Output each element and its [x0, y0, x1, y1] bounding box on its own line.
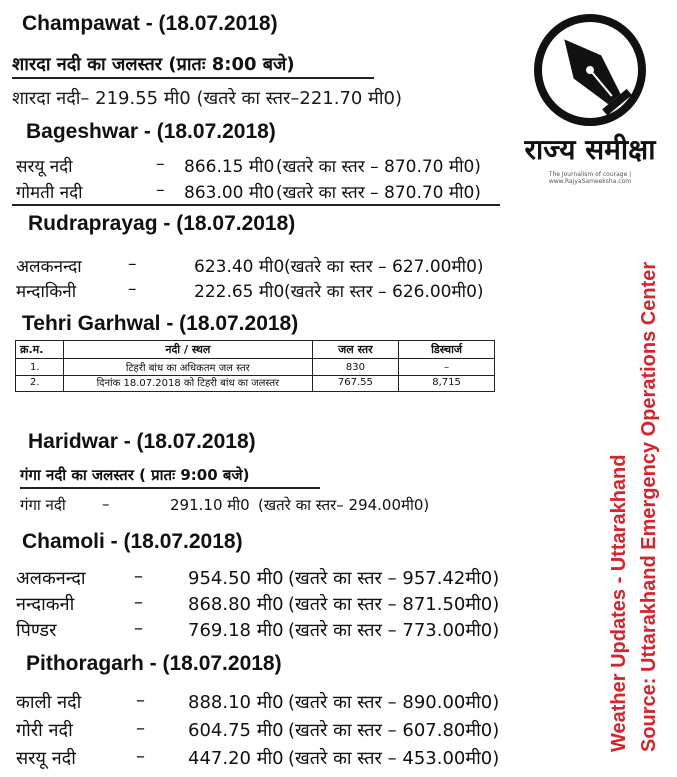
river-row [16, 592, 536, 614]
river-level: 604.75 मी0 [188, 720, 284, 741]
dash: – [134, 592, 143, 613]
table-row [16, 359, 495, 376]
table-cell: 767.55 [312, 376, 399, 392]
danger-level: (खतरे का स्तर – 607.80मी0) [288, 720, 500, 741]
river-level: 222.65 मी0 [194, 282, 285, 302]
river-row [16, 566, 536, 588]
header-cell: नदी / स्थल [64, 341, 313, 359]
pithoragarh-heading: Pithoragarh - (18.07.2018) [26, 652, 282, 675]
haridwar-subheading: गंगा नदी का जलस्तर ( प्रातः 9:00 बजे) [20, 466, 250, 484]
river-name: सरयू नदी [16, 157, 73, 177]
table-cell: टिहरी बांध का अधिकतम जल स्तर [64, 359, 313, 376]
danger-level: (खतरे का स्तर – 957.42मी0) [288, 568, 500, 589]
underline [20, 487, 320, 489]
river-row [16, 180, 506, 202]
danger-level: (खतरे का स्तर – 890.00मी0) [288, 692, 500, 713]
river-level: 291.10 मी0 [170, 496, 250, 514]
pen-nib-icon [510, 12, 670, 130]
river-row [16, 254, 506, 276]
dash: – [134, 566, 143, 587]
danger-level: (खतरे का स्तर – 870.70 मी0) [276, 183, 481, 203]
logo-tagline: The Journalism of courage | www.RajyaSameeksha.com [548, 171, 632, 185]
underline [12, 77, 374, 79]
river-row [20, 495, 500, 517]
river-name: मन्दाकिनी [16, 282, 77, 302]
dash: – [134, 618, 143, 639]
river-level: 888.10 मी0 [188, 692, 284, 713]
table-cell: 1. [16, 359, 64, 376]
river-row [16, 718, 536, 740]
river-name: पिण्डर [16, 620, 57, 641]
river-name: गोमती नदी [16, 183, 83, 203]
river-name: गंगा नदी [20, 496, 66, 514]
champawat-subheading: शारदा नदी का जलस्तर (प्रातः 8:00 बजे) [12, 54, 295, 75]
header-cell: डिस्चार्ज [399, 341, 495, 359]
river-name: अलकनन्दा [16, 257, 82, 277]
river-level: 863.00 मी0 [184, 183, 275, 203]
table-header-row [16, 341, 495, 359]
danger-level: (खतरे का स्तर – 453.00मी0) [288, 748, 500, 769]
dash: – [136, 718, 145, 739]
dash: – [136, 746, 145, 767]
dash: – [156, 180, 165, 200]
bageshwar-heading: Bageshwar - (18.07.2018) [26, 120, 276, 143]
dash: – [136, 690, 145, 711]
tehri-table [15, 340, 495, 392]
danger-level: (खतरे का स्तर – 870.70 मी0) [276, 157, 481, 177]
dash: – [102, 495, 110, 513]
dash: – [156, 154, 165, 174]
rajya-sameeksha-logo [510, 12, 670, 185]
dash: – [128, 279, 137, 299]
chamoli-heading: Chamoli - (18.07.2018) [22, 530, 243, 553]
river-name: सरयू नदी [16, 748, 76, 769]
header-cell: क्र.म. [16, 341, 64, 359]
river-row [16, 154, 506, 176]
table-cell: – [399, 359, 495, 376]
river-level: 623.40 मी0 [194, 257, 285, 277]
danger-level: (खतरे का स्तर – 627.00मी0) [284, 257, 484, 277]
river-row [16, 279, 506, 301]
river-row [16, 690, 536, 712]
table-row [16, 376, 495, 392]
champawat-line: शारदा नदी– 219.55 मी0 (खतरे का स्तर–221.70 मी0) [12, 88, 402, 109]
header-cell: जल स्तर [312, 341, 399, 359]
haridwar-heading: Haridwar - (18.07.2018) [28, 430, 256, 453]
rudraprayag-heading: Rudraprayag - (18.07.2018) [28, 212, 296, 235]
river-name: काली नदी [16, 692, 82, 713]
river-level: 954.50 मी0 [188, 568, 284, 589]
section-divider [12, 204, 500, 206]
table-cell: दिनांक 18.07.2018 को टिहरी बांध का जलस्तर [64, 376, 313, 392]
river-level: 447.20 मी0 [188, 748, 284, 769]
danger-level: (खतरे का स्तर – 626.00मी0) [284, 282, 484, 302]
table-cell: 8,715 [399, 376, 495, 392]
river-level: 866.15 मी0 [184, 157, 275, 177]
river-name: गोरी नदी [16, 720, 73, 741]
river-row [16, 618, 536, 640]
river-name: नन्दाकनी [16, 594, 75, 615]
river-name: अलकनन्दा [16, 568, 86, 589]
danger-level: (खतरे का स्तर – 871.50मी0) [288, 594, 500, 615]
champawat-heading: Champawat - (18.07.2018) [22, 12, 278, 35]
table-cell: 2. [16, 376, 64, 392]
danger-level: (खतरे का स्तर– 294.00मी0) [258, 496, 430, 514]
river-level: 868.80 मी0 [188, 594, 284, 615]
table-cell: 830 [312, 359, 399, 376]
river-level: 769.18 मी0 [188, 620, 284, 641]
side-source: Source: Uttarakhand Emergency Operations Center [638, 261, 660, 752]
side-title: Weather Updates - Uttarakhand [608, 454, 630, 752]
river-row [16, 746, 536, 768]
danger-level: (खतरे का स्तर – 773.00मी0) [288, 620, 500, 641]
dash: – [128, 254, 137, 274]
tehri-heading: Tehri Garhwal - (18.07.2018) [22, 312, 299, 335]
logo-name: राज्य समीक्षा [524, 133, 656, 166]
